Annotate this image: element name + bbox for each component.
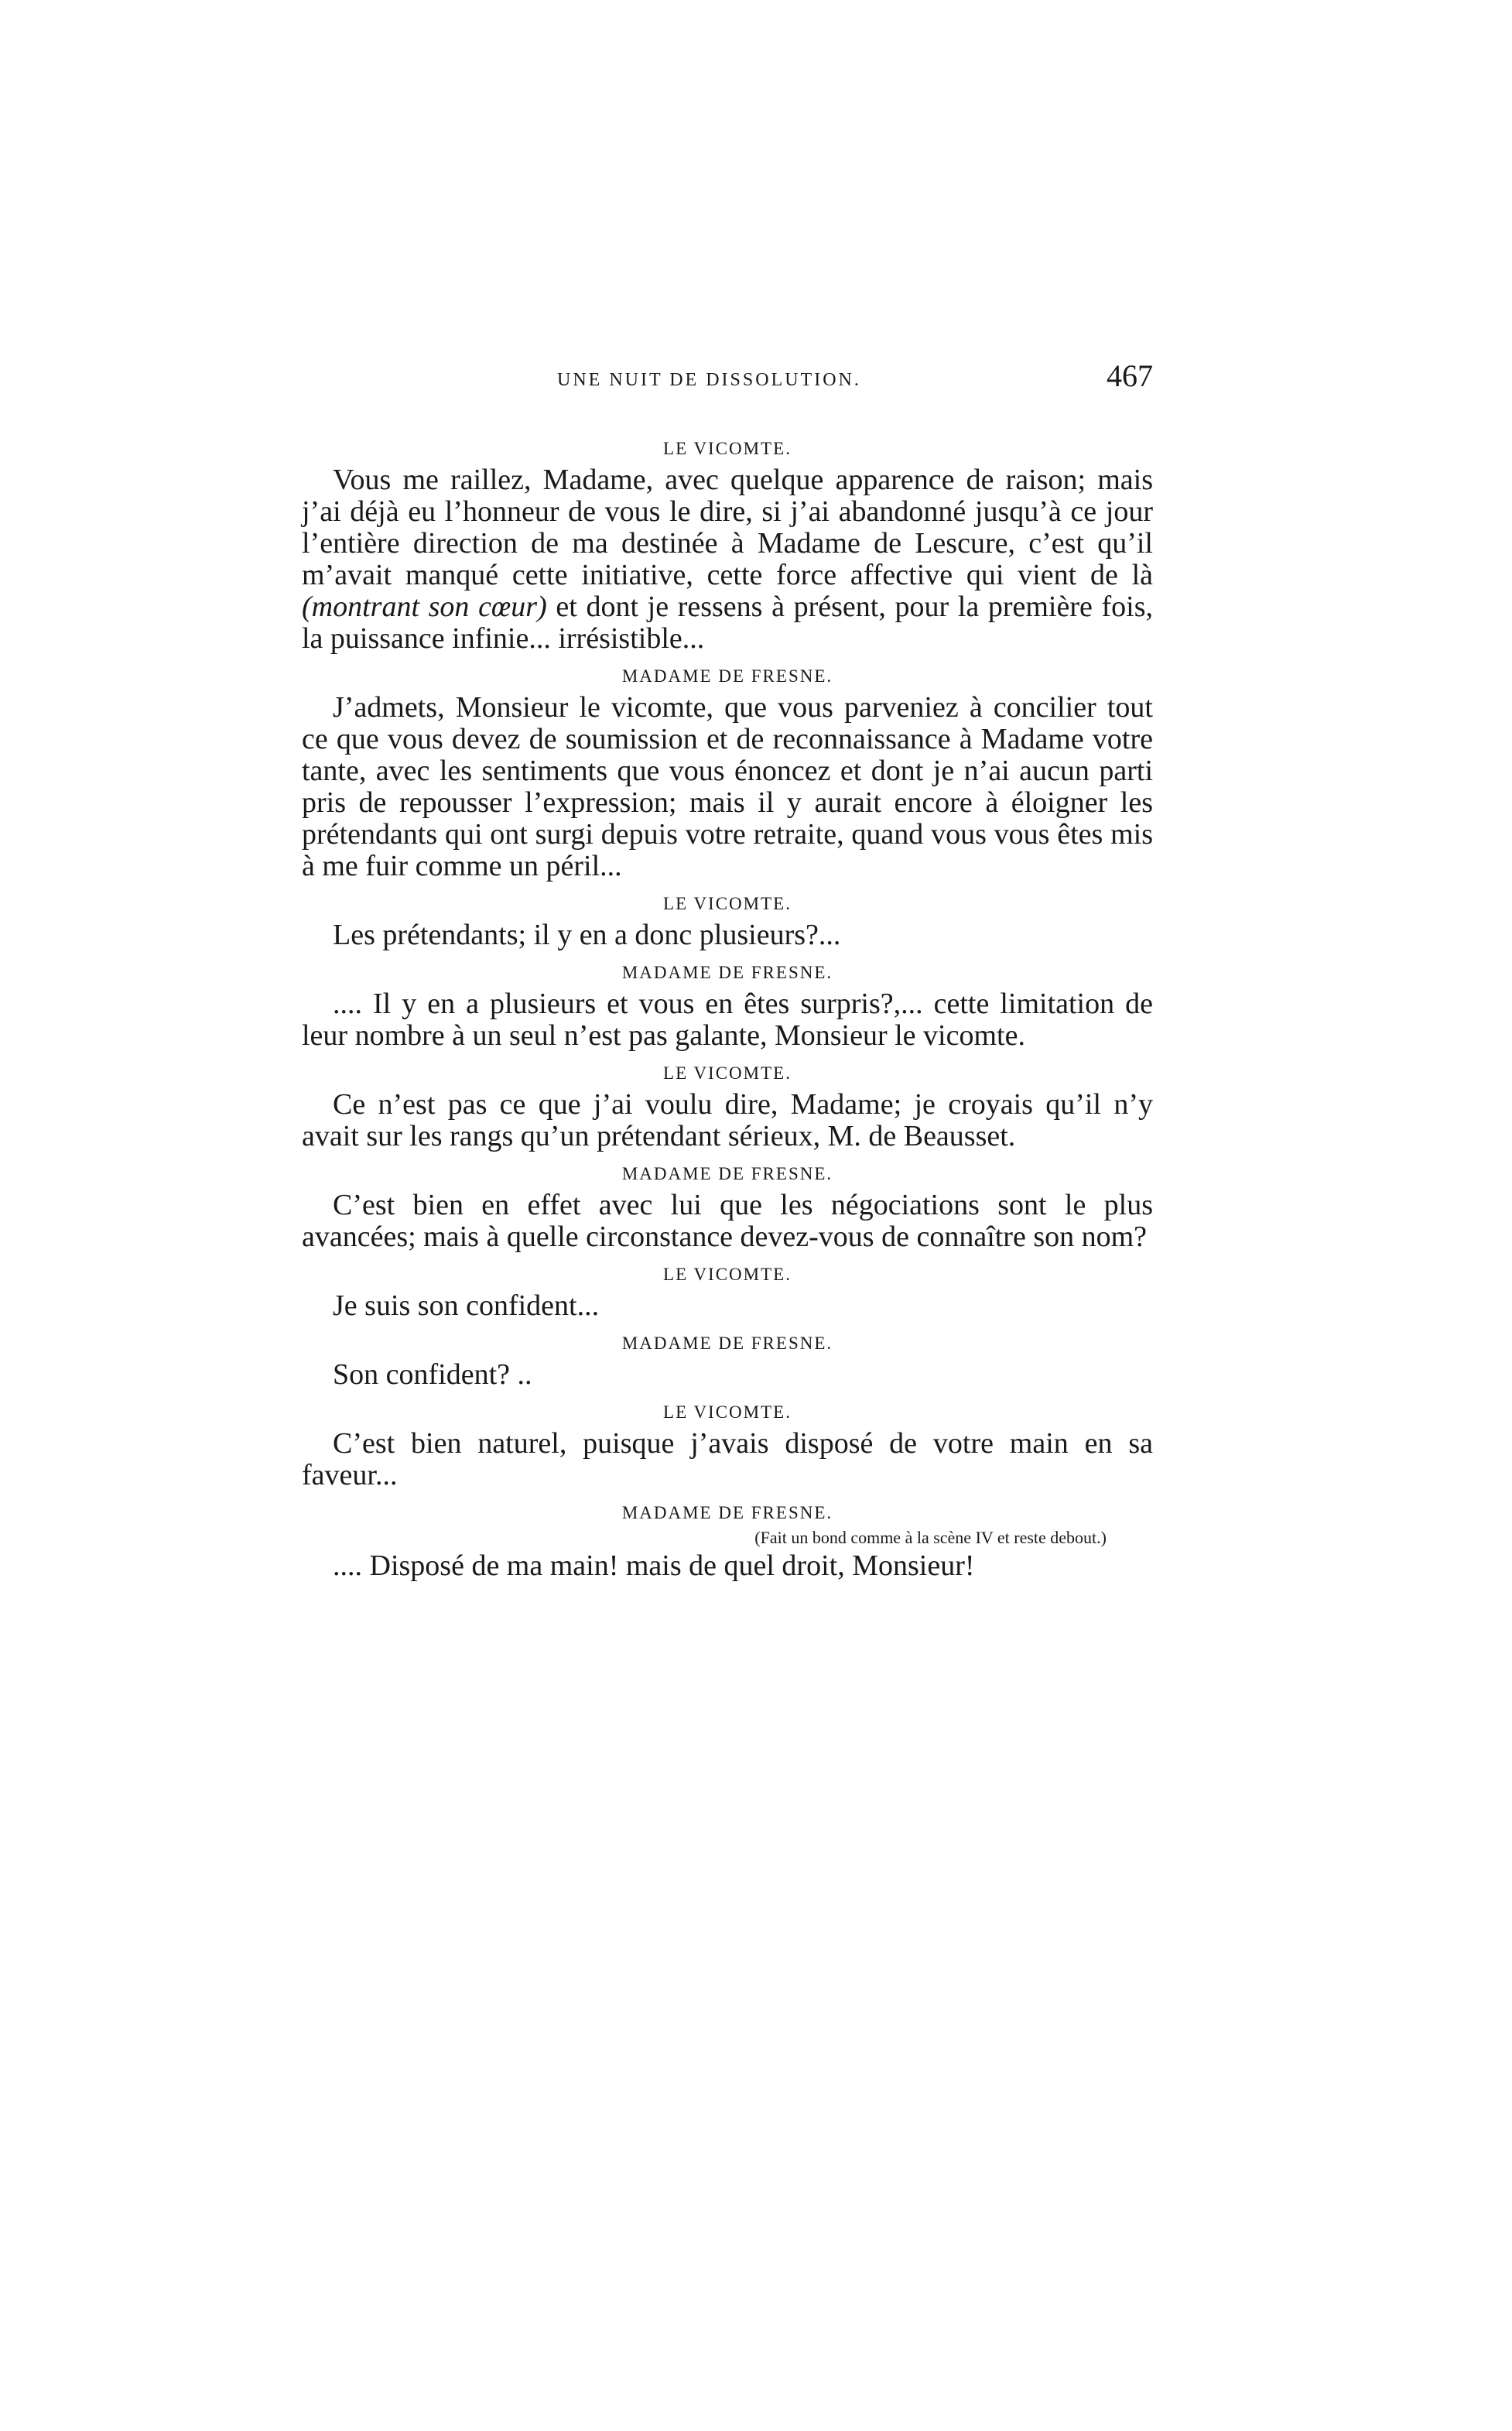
speech-paragraph: Les prétendants; il y en a donc plusieurs?... (333, 919, 841, 951)
speech-paragraph: .... Disposé de ma main! mais de quel droit, Monsieur! (333, 1549, 975, 1582)
speaker-name: LE VICOMTE. (663, 1265, 792, 1284)
speaker-name: MADAME DE FRESNE. (621, 963, 833, 982)
speech-paragraph: Son confident? .. (333, 1358, 532, 1391)
speaker-name: MADAME DE FRESNE. (621, 1503, 833, 1522)
stage-direction: (Fait un bond comme à la scène IV et reste debout.) (754, 1528, 1107, 1547)
dialogue-text (302, 433, 1153, 1588)
speaker-name: LE VICOMTE. (663, 1063, 792, 1083)
speech-text: Vous me raillez, Madame, avec quelque apparence de raison; mais j’ai déjà eu l’honneur de vous le dire, si j’ai abandonné jusqu’à ce jour l’entière direction de ma destinée à Madame de Lescure, c’est qu’il m’avait manqué cette initiative, cette force affective qui vient de là (302, 464, 1153, 591)
stage-direction-inline: (montrant son cœur) (302, 591, 547, 623)
speaker-name: LE VICOMTE. (663, 894, 792, 913)
speech-text: et dont je ressens à présent, pour la première fois, la puissance infinie... irrésistible... (302, 591, 1153, 655)
speech-paragraph: C’est bien en effet avec lui que les négociations sont le plus avancées; mais à quelle circonstance devez-vous de connaître son nom? (302, 1189, 1153, 1253)
page-number: 467 (1107, 358, 1153, 393)
speaker-name: MADAME DE FRESNE. (621, 1334, 833, 1353)
speaker-name: MADAME DE FRESNE. (621, 666, 833, 686)
speech-paragraph: Ce n’est pas ce que j’ai voulu dire, Madame; je croyais qu’il n’y avait sur les rangs qu’un prétendant sérieux, M. de Beausset. (302, 1088, 1153, 1152)
speech-paragraph: .... Il y en a plusieurs et vous en êtes surpris?,... cette limitation de leur nombre à un seul n’est pas galante, Monsieur le vicomte. (302, 988, 1153, 1052)
speech-paragraph: C’est bien naturel, puisque j’avais disposé de votre main en sa faveur... (302, 1427, 1153, 1491)
speech-paragraph: J’admets, Monsieur le vicomte, que vous parveniez à concilier tout ce que vous devez de soumission et de reconnaissance à Madame votre tante, avec les sentiments que vous énoncez et dont je n’ai aucun parti pris de repousser l’expression; mais il y aurait encore à éloigner les prétendants qui ont surgi depuis votre retraite, quand vous vous êtes mis à me fuir comme un péril... (302, 691, 1153, 882)
speaker-name: LE VICOMTE. (663, 439, 792, 458)
speech-paragraph (302, 464, 1153, 655)
speech-paragraph: Je suis son confident... (333, 1289, 600, 1322)
speaker-name: MADAME DE FRESNE. (621, 1164, 833, 1183)
speaker-name: LE VICOMTE. (663, 1402, 792, 1422)
running-title: UNE NUIT DE DISSOLUTION. (557, 370, 861, 390)
page-header (302, 358, 1153, 404)
